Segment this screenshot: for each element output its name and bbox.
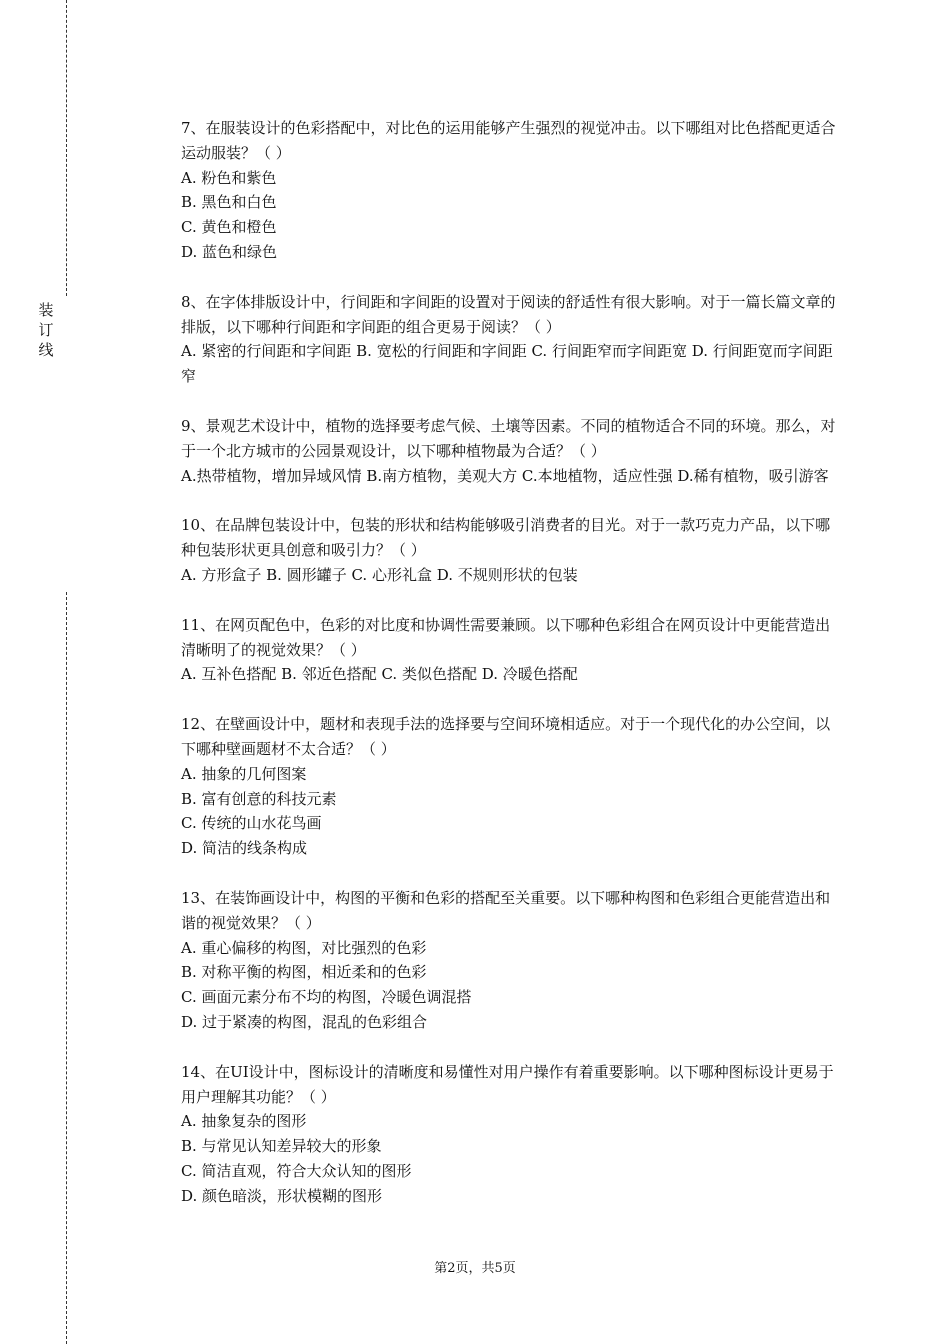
option-a: A. 抽象复杂的图形 (181, 1112, 307, 1131)
question-text: 7、在服装设计的色彩搭配中，对比色的运用能够产生强烈的视觉冲击。以下哪组对比色搭配更适合运动服装？（ ） (181, 119, 836, 162)
inline-options: A. 互补色搭配 B. 邻近色搭配 C. 类似色搭配 D. 冷暖色搭配 (181, 665, 578, 684)
question-text: 12、在壁画设计中，题材和表现手法的选择要与空间环境相适应。对于一个现代化的办公空间，以下哪种壁画题材不太合适？（ ） (181, 715, 831, 758)
question-13 (181, 886, 841, 1035)
question-10 (181, 513, 841, 587)
option-b: B. 黑色和白色 (181, 193, 277, 212)
question-14 (181, 1060, 841, 1209)
binding-char: 订 (38, 321, 54, 339)
option-a: A. 粉色和紫色 (181, 168, 277, 187)
option-d: D. 蓝色和绿色 (181, 242, 278, 261)
binding-line-bottom (66, 592, 67, 1344)
question-text: 8、在字体排版设计中，行间距和字间距的设置对于阅读的舒适性有很大影响。对于一篇长篇文章的排版，以下哪种行间距和字间距的组合更易于阅读？（ ） (181, 292, 836, 336)
question-text: 9、景观艺术设计中，植物的选择要考虑气候、土壤等因素。不同的植物适合不同的环境。那么，对于一个北方城市的公园景观设计，以下哪种植物最为合适？（ ） (181, 416, 836, 460)
question-list (181, 116, 841, 1233)
binding-char: 线 (38, 341, 54, 359)
binding-label (36, 300, 56, 360)
option-a: A. 抽象的几何图案 (181, 764, 307, 783)
option-b: B. 与常见认知差异较大的形象 (181, 1137, 382, 1156)
option-b: B. 富有创意的科技元素 (181, 789, 337, 808)
option-d: D. 过于紧凑的构图，混乱的色彩组合 (181, 1012, 428, 1031)
option-a: A. 重心偏移的构图，对比强烈的色彩 (181, 938, 427, 957)
option-d: D. 颜色暗淡，形状模糊的图形 (181, 1186, 383, 1205)
question-text: 10、在品牌包装设计中，包装的形状和结构能够吸引消费者的目光。对于一款巧克力产品，以下哪种包装形状更具创意和吸引力？（ ） (181, 516, 831, 560)
page-footer: 第2页，共5页 (434, 1261, 516, 1276)
inline-options: A. 方形盒子 B. 圆形罐子 C. 心形礼盒 D. 不规则形状的包装 (181, 565, 578, 584)
question-7 (181, 116, 841, 265)
binding-line-top (66, 0, 67, 296)
option-c: C. 简洁直观，符合大众认知的图形 (181, 1161, 412, 1180)
question-12 (181, 712, 841, 861)
option-c: C. 传统的山水花鸟画 (181, 814, 322, 833)
option-c: C. 黄色和橙色 (181, 218, 277, 237)
question-9 (181, 414, 841, 488)
binding-char: 装 (38, 301, 54, 319)
question-text: 14、在UI设计中，图标设计的清晰度和易懂性对用户操作有着重要影响。以下哪种图标设计更易于用户理解其功能？（ ） (181, 1062, 834, 1106)
question-text: 13、在装饰画设计中，构图的平衡和色彩的搭配至关重要。以下哪种构图和色彩组合更能营造出和谐的视觉效果？（ ） (181, 888, 831, 932)
question-11 (181, 613, 841, 687)
inline-options: A. 紧密的行间距和字间距 B. 宽松的行间距和字间距 C. 行间距窄而字间距宽 D. 行间距宽而字间距窄 (181, 342, 833, 386)
option-c: C. 画面元素分布不均的构图，冷暖色调混搭 (181, 988, 472, 1007)
question-text: 11、在网页配色中，色彩的对比度和协调性需要兼顾。以下哪种色彩组合在网页设计中更能营造出清晰明了的视觉效果？（ ） (181, 615, 831, 659)
option-d: D. 简洁的线条构成 (181, 839, 308, 858)
question-8 (181, 290, 841, 389)
inline-options: A.热带植物，增加异域风情 B.南方植物，美观大方 C.本地植物，适应性强 D.稀有植物，吸引游客 (181, 466, 829, 485)
option-b: B. 对称平衡的构图，相近柔和的色彩 (181, 963, 427, 982)
